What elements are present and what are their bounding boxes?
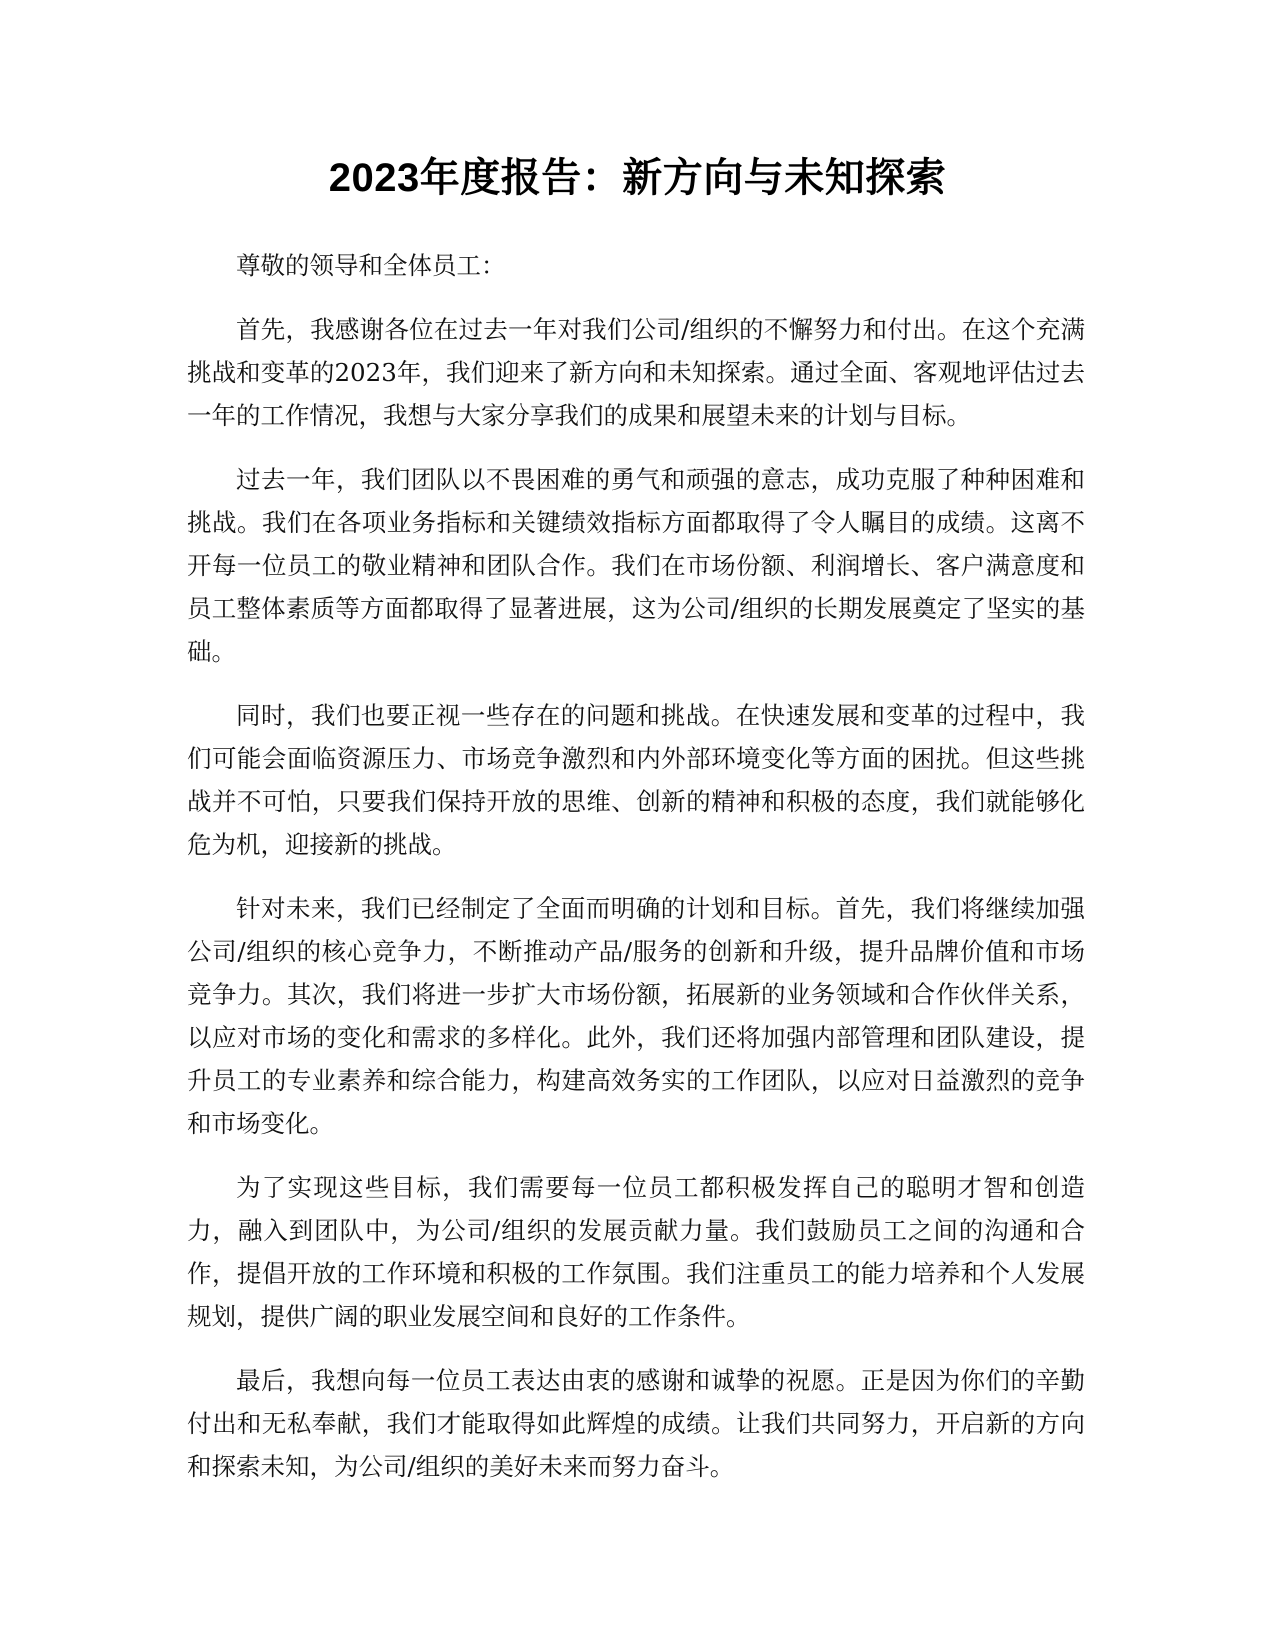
paragraph-employee-call: 为了实现这些目标，我们需要每一位员工都积极发挥自己的聪明才智和创造力，融入到团队中，为公司/组织的发展贡献力量。我们鼓励员工之间的沟通和合作，提倡开放的工作环境和积极的工作氛围。我们注重员工的能力培养和个人发展规划，提供广阔的职业发展空间和良好的工作条件。 — [187, 1173, 1085, 1331]
salutation: 尊敬的领导和全体员工： — [236, 251, 506, 280]
document-title: 2023年度报告：新方向与未知探索 — [328, 156, 947, 200]
paragraph-achievements: 过去一年，我们团队以不畏困难的勇气和顽强的意志，成功克服了种种困难和挑战。我们在各项业务指标和关键绩效指标方面都取得了令人瞩目的成绩。这离不开每一位员工的敬业精神和团队合作。我们在市场份额、利润增长、客户满意度和员工整体素质等方面都取得了显著进展，这为公司/组织的长期发展奠定了坚实的基础。 — [187, 465, 1085, 666]
paragraph-future-plans: 针对未来，我们已经制定了全面而明确的计划和目标。首先，我们将继续加强公司/组织的核心竞争力，不断推动产品/服务的创新和升级，提升品牌价值和市场竞争力。其次，我们将进一步扩大市场份额，拓展新的业务领域和合作伙伴关系，以应对市场的变化和需求的多样化。此外，我们还将加强内部管理和团队建设，提升员工的专业素养和综合能力，构建高效务实的工作团队，以应对日益激烈的竞争和市场变化。 — [187, 894, 1085, 1138]
document-body — [187, 244, 1085, 1509]
paragraph-closing: 最后，我想向每一位员工表达由衷的感谢和诚挚的祝愿。正是因为你们的辛勤付出和无私奉献，我们才能取得如此辉煌的成绩。让我们共同努力，开启新的方向和探索未知，为公司/组织的美好未来而努力奋斗。 — [187, 1366, 1085, 1481]
paragraph-intro: 首先，我感谢各位在过去一年对我们公司/组织的不懈努力和付出。在这个充满挑战和变革的2023年，我们迎来了新方向和未知探索。通过全面、客观地评估过去一年的工作情况，我想与大家分享我们的成果和展望未来的计划与目标。 — [187, 315, 1085, 430]
paragraph-challenges: 同时，我们也要正视一些存在的问题和挑战。在快速发展和变革的过程中，我们可能会面临资源压力、市场竞争激烈和内外部环境变化等方面的困扰。但这些挑战并不可怕，只要我们保持开放的思维、创新的精神和积极的态度，我们就能够化危为机，迎接新的挑战。 — [187, 701, 1085, 859]
